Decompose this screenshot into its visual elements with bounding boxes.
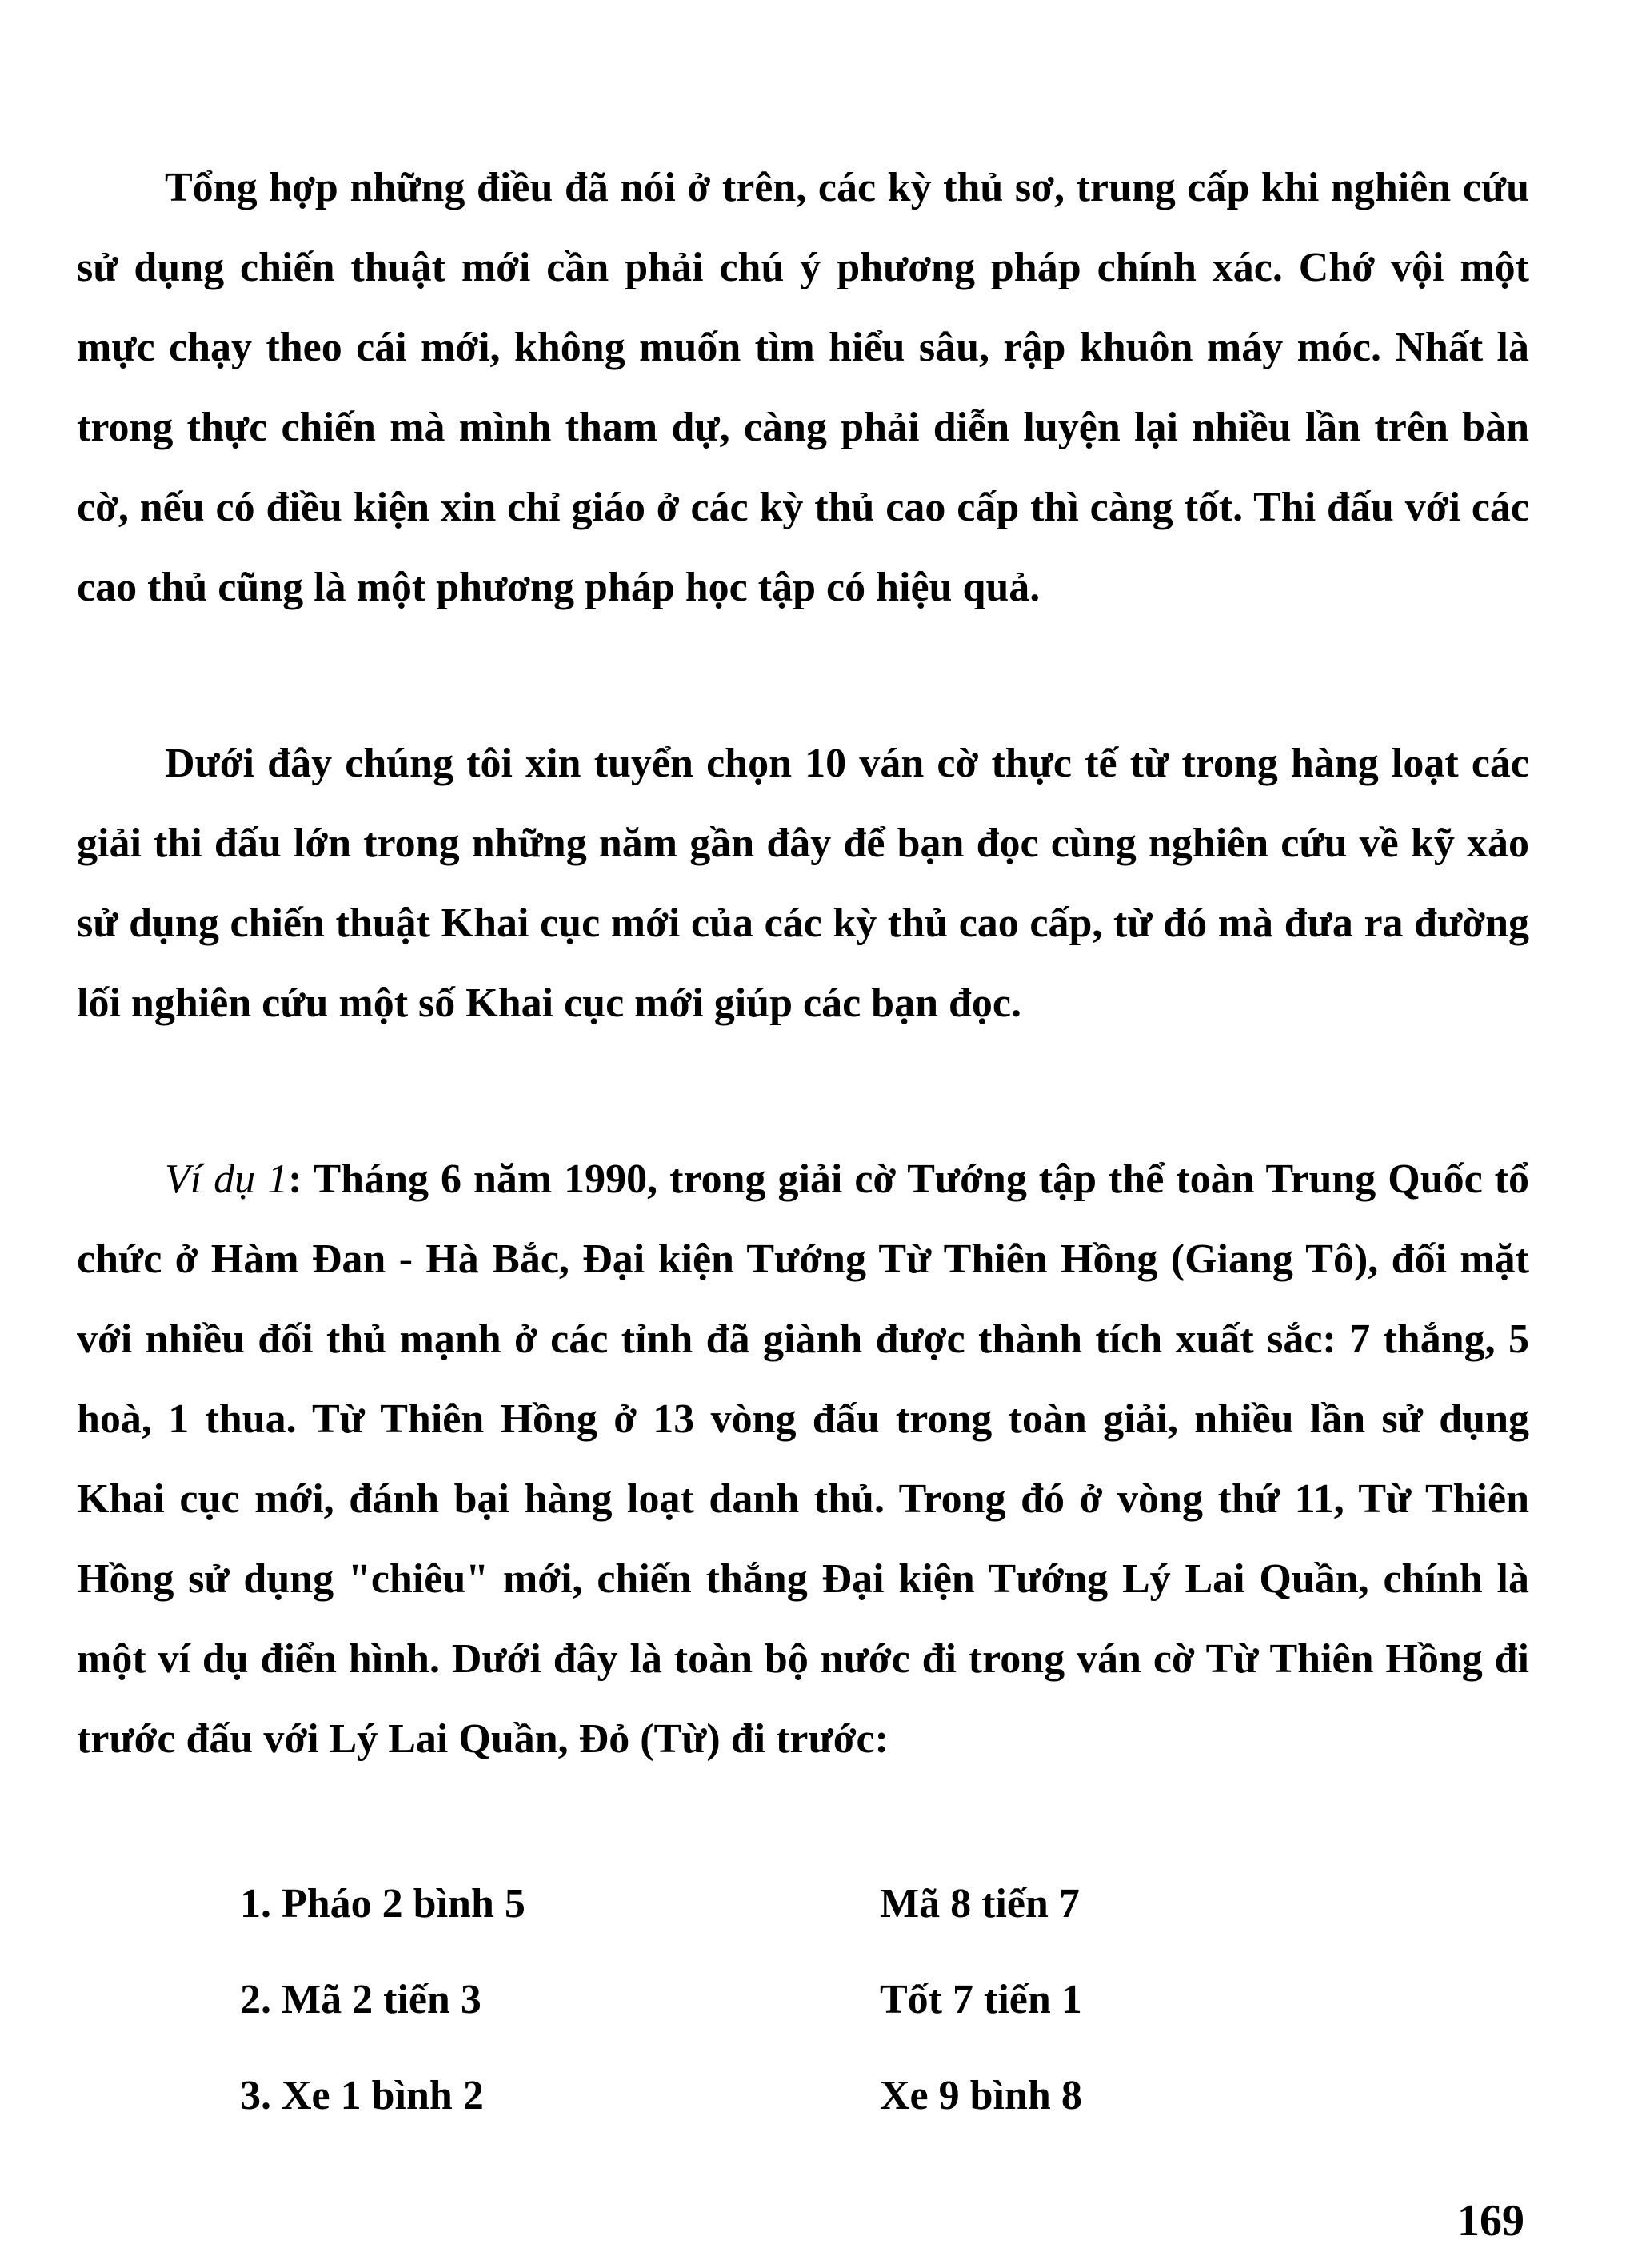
example-body: : Tháng 6 năm 1990, trong giải cờ Tướng tập thể toàn Trung Quốc tổ chức ở Hàm Đan - Hà Bắc, Đại kiện Tướng Từ Thiên Hồng (Giang Tô), đối mặt với nhiều đối thủ mạnh ở các tỉnh đã giành được thành tích xuất sắc: 7 thắng, 5 hoà, 1 thua. Từ Thiên Hồng ở 13 vòng đấu trong toàn giải, nhiều lần sử dụng Khai cục mới, đánh bại hàng loạt danh thủ. Trong đó ở vòng thứ 11, Từ Thiên Hồng sử dụng "chiêu" mới, chiến thắng Đại kiện Tướng Lý Lai Quần, chính là một ví dụ điển hình. Dưới đây là toàn bộ nước đi trong ván cờ Từ Thiên Hồng đi trước đấu với Lý Lai Quần, Đỏ (Từ) đi trước:: [77, 1156, 1529, 1762]
paragraph-summary: Tổng hợp những điều đã nói ở trên, các kỳ thủ sơ, trung cấp khi nghiên cứu sử dụng chiến thuật mới cần phải chú ý phương pháp chính xác. Chớ vội một mực chạy theo cái mới, không muốn tìm hiểu sâu, rập khuôn máy móc. Nhất là trong thực chiến mà mình tham dự, càng phải diễn luyện lại nhiều lần trên bàn cờ, nếu có điều kiện xin chỉ giáo ở các kỳ thủ cao cấp thì càng tốt. Thi đấu với các cao thủ cũng là một phương pháp học tập có hiệu quả.: [77, 165, 1529, 610]
black-move: Xe 9 bình 8: [880, 2072, 1082, 2118]
page-number: 169: [1457, 2196, 1524, 2246]
move-row: [240, 1951, 1360, 2047]
black-move: Mã 8 tiến 7: [880, 1880, 1080, 1927]
move-list: [240, 1855, 1360, 2143]
move-row: [240, 1855, 1360, 1951]
red-move: 2. Mã 2 tiến 3: [240, 1976, 481, 2022]
move-row: [240, 2047, 1360, 2143]
red-move: 3. Xe 1 bình 2: [240, 2072, 484, 2118]
red-move: 1. Pháo 2 bình 5: [240, 1880, 525, 1927]
paragraph-selection-intro: Dưới đây chúng tôi xin tuyển chọn 10 ván cờ thực tế từ trong hàng loạt các giải thi đấu lớn trong những năm gần đây để bạn đọc cùng nghiên cứu về kỹ xảo sử dụng chiến thuật Khai cục mới của các kỳ thủ cao cấp, từ đó mà đưa ra đường lối nghiên cứu một số Khai cục mới giúp các bạn đọc.: [77, 741, 1529, 1026]
paragraph-example-1: [77, 1140, 1529, 1779]
black-move: Tốt 7 tiến 1: [880, 1976, 1082, 2022]
example-label: Ví dụ 1: [165, 1156, 289, 1202]
